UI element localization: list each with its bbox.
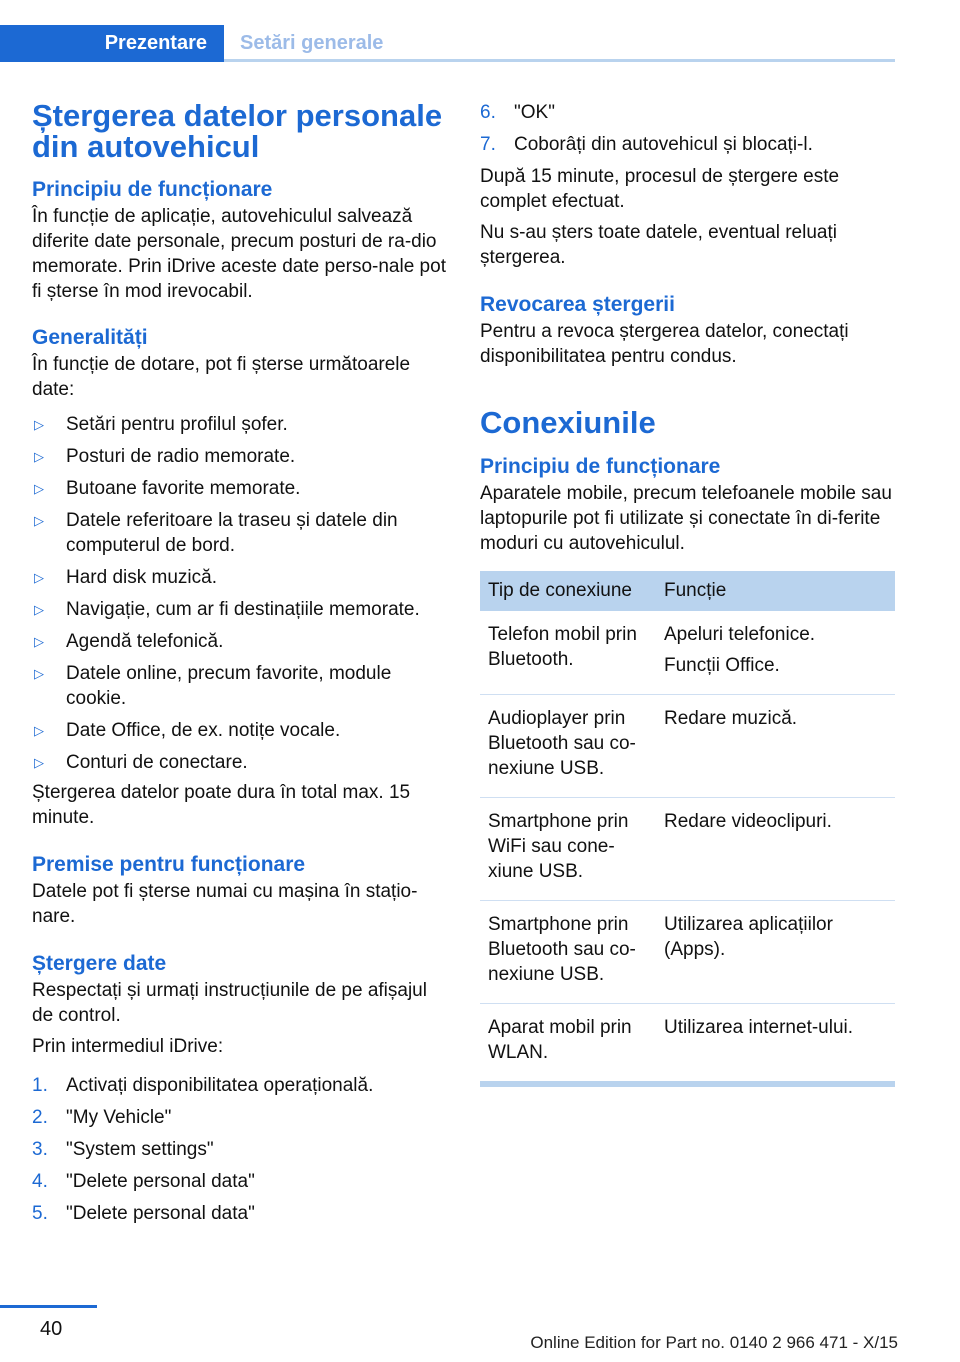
list-item-text: Datele referitoare la traseu și datele din computerul de bord. <box>66 510 398 556</box>
list-item-text: Setări pentru profilul șofer. <box>66 414 288 435</box>
function-line: Redare videoclipuri. <box>664 811 832 832</box>
table-header-row <box>480 571 895 611</box>
triangle-bullet-icon: ▷ <box>34 634 44 649</box>
paragraph-conn: Aparatele mobile, precum telefoanele mobile sau laptopurile pot fi utilizate și conectate în di-ferite moduri cu autovehiculul. <box>480 483 892 554</box>
step-number: 1. <box>32 1075 48 1096</box>
step-number: 2. <box>32 1107 48 1128</box>
tab-prezentare[interactable]: Prezentare <box>0 25 224 62</box>
tab-setari-generale[interactable]: Setări generale <box>240 32 384 54</box>
connections-table <box>480 571 895 1081</box>
triangle-bullet-icon: ▷ <box>34 481 44 496</box>
table-row <box>480 695 895 798</box>
list-item-text: Posturi de radio memorate. <box>66 446 296 467</box>
list-item <box>32 718 450 743</box>
step-item <box>480 132 895 157</box>
list-item-text: Navigație, cum ar fi destinațiile memorate. <box>66 599 420 620</box>
list-item <box>32 597 450 622</box>
left-column <box>32 100 450 1233</box>
paragraph-duration: Ștergerea datelor poate dura în total max. 15 minute. <box>32 782 411 828</box>
edition-note: Online Edition for Part no. 0140 2 966 471 - X/15 <box>530 1333 898 1352</box>
table-bottom-bar <box>480 1081 895 1087</box>
cell-function <box>656 1004 895 1082</box>
cell-connection-type: Telefon mobil prin Bluetooth. <box>480 611 656 695</box>
column-header-type: Tip de conexiune <box>480 571 656 611</box>
paragraph-premise: Datele pot fi șterse numai cu mașina în stațio-nare. <box>32 881 418 927</box>
cell-function <box>656 901 895 1004</box>
heading-conn-principiu: Principiu de funcționare <box>480 455 721 478</box>
table-row <box>480 901 895 1004</box>
list-item <box>32 412 450 437</box>
list-item <box>32 508 450 558</box>
chapter-header <box>0 25 895 62</box>
function-line: Utilizarea aplicațiilor (Apps). <box>664 914 833 960</box>
column-header-function: Funcție <box>656 571 895 611</box>
list-item <box>32 661 450 711</box>
table-row <box>480 1004 895 1082</box>
list-item-text: Hard disk muzică. <box>66 567 217 588</box>
paragraph-retry: Nu s-au șters toate datele, eventual reluați ștergerea. <box>480 222 837 268</box>
list-item <box>32 629 450 654</box>
paragraph-revocare: Pentru a revoca ștergerea datelor, conectați disponibilitatea pentru condus. <box>480 321 849 367</box>
section-title: Ștergerea datelor personale din autovehicul <box>32 98 443 164</box>
function-line: Utilizarea internet-ului. <box>664 1017 854 1038</box>
step-item <box>480 100 895 125</box>
cell-connection-type: Smartphone prin WiFi sau cone-xiune USB. <box>480 798 656 901</box>
paragraph-generalitati: În funcție de dotare, pot fi șterse următoarele date: <box>32 354 411 400</box>
cell-function <box>656 695 895 798</box>
step-number: 3. <box>32 1139 48 1160</box>
triangle-bullet-icon: ▷ <box>34 513 44 528</box>
step-number: 5. <box>32 1203 48 1224</box>
steps-list-2 <box>480 100 895 157</box>
paragraph-principiu: În funcție de aplicație, autovehiculul salvează diferite date personale, precum posturi de ra-dio memorate. Prin iDrive aceste date perso-nale pot fi șterse în mod irevocabil. <box>32 206 446 302</box>
step-text: Activați disponibilitatea operațională. <box>66 1075 374 1096</box>
triangle-bullet-icon: ▷ <box>34 449 44 464</box>
step-item <box>32 1105 450 1130</box>
footer-divider <box>0 1305 97 1308</box>
list-item <box>32 565 450 590</box>
table-row <box>480 611 895 695</box>
list-item-text: Agendă telefonică. <box>66 631 224 652</box>
heading-principiu: Principiu de funcționare <box>32 178 273 201</box>
function-line: Redare muzică. <box>664 708 798 729</box>
list-item <box>32 750 450 775</box>
cell-connection-type: Aparat mobil prin WLAN. <box>488 1017 632 1063</box>
paragraph-instructions: Respectați și urmați instrucțiunile de pe afișajul de control. <box>32 980 427 1026</box>
list-item-text: Datele online, precum favorite, module cookie. <box>66 663 392 709</box>
function-line: Funcții Office. <box>664 655 780 676</box>
step-text: "OK" <box>514 102 555 123</box>
steps-list-1 <box>32 1073 450 1226</box>
function-line: Apeluri telefonice. <box>664 624 816 645</box>
cell-function <box>656 611 895 695</box>
step-item <box>32 1201 450 1226</box>
heading-revocare: Revocarea ștergerii <box>480 293 675 316</box>
triangle-bullet-icon: ▷ <box>34 723 44 738</box>
step-item <box>32 1169 450 1194</box>
table-row <box>480 798 895 901</box>
list-item-text: Date Office, de ex. notițe vocale. <box>66 720 341 741</box>
heading-generalitati: Generalități <box>32 326 148 349</box>
step-number: 4. <box>32 1171 48 1192</box>
cell-function <box>656 798 895 901</box>
paragraph-via-idrive: Prin intermediul iDrive: <box>32 1036 224 1057</box>
step-item <box>32 1073 450 1098</box>
step-text: Coborâți din autovehicul și blocați-l. <box>514 134 813 155</box>
list-item <box>32 476 450 501</box>
triangle-bullet-icon: ▷ <box>34 602 44 617</box>
cell-connection-type: Smartphone prin Bluetooth sau co-nexiune USB. <box>480 901 656 1004</box>
list-item-text: Conturi de conectare. <box>66 752 248 773</box>
triangle-bullet-icon: ▷ <box>34 570 44 585</box>
step-text: "Delete personal data" <box>66 1203 255 1224</box>
list-item <box>32 444 450 469</box>
step-number: 6. <box>480 102 496 123</box>
cell-connection-type: Audioplayer prin Bluetooth sau co-nexiune USB. <box>480 695 656 798</box>
step-item <box>32 1137 450 1162</box>
deletable-data-list <box>32 412 450 775</box>
list-item-text: Butoane favorite memorate. <box>66 478 301 499</box>
step-text: "My Vehicle" <box>66 1107 172 1128</box>
triangle-bullet-icon: ▷ <box>34 666 44 681</box>
page-number: 40 <box>40 1318 63 1340</box>
section-title-conexiunile: Conexiunile <box>480 405 656 440</box>
right-column <box>480 100 895 1087</box>
step-text: "Delete personal data" <box>66 1171 255 1192</box>
triangle-bullet-icon: ▷ <box>34 755 44 770</box>
triangle-bullet-icon: ▷ <box>34 417 44 432</box>
step-number: 7. <box>480 134 496 155</box>
heading-stergere-date: Ștergere date <box>32 952 167 975</box>
heading-premise: Premise pentru funcționare <box>32 853 306 876</box>
step-text: "System settings" <box>66 1139 214 1160</box>
paragraph-complete: După 15 minute, procesul de ștergere este complet efectuat. <box>480 166 840 212</box>
